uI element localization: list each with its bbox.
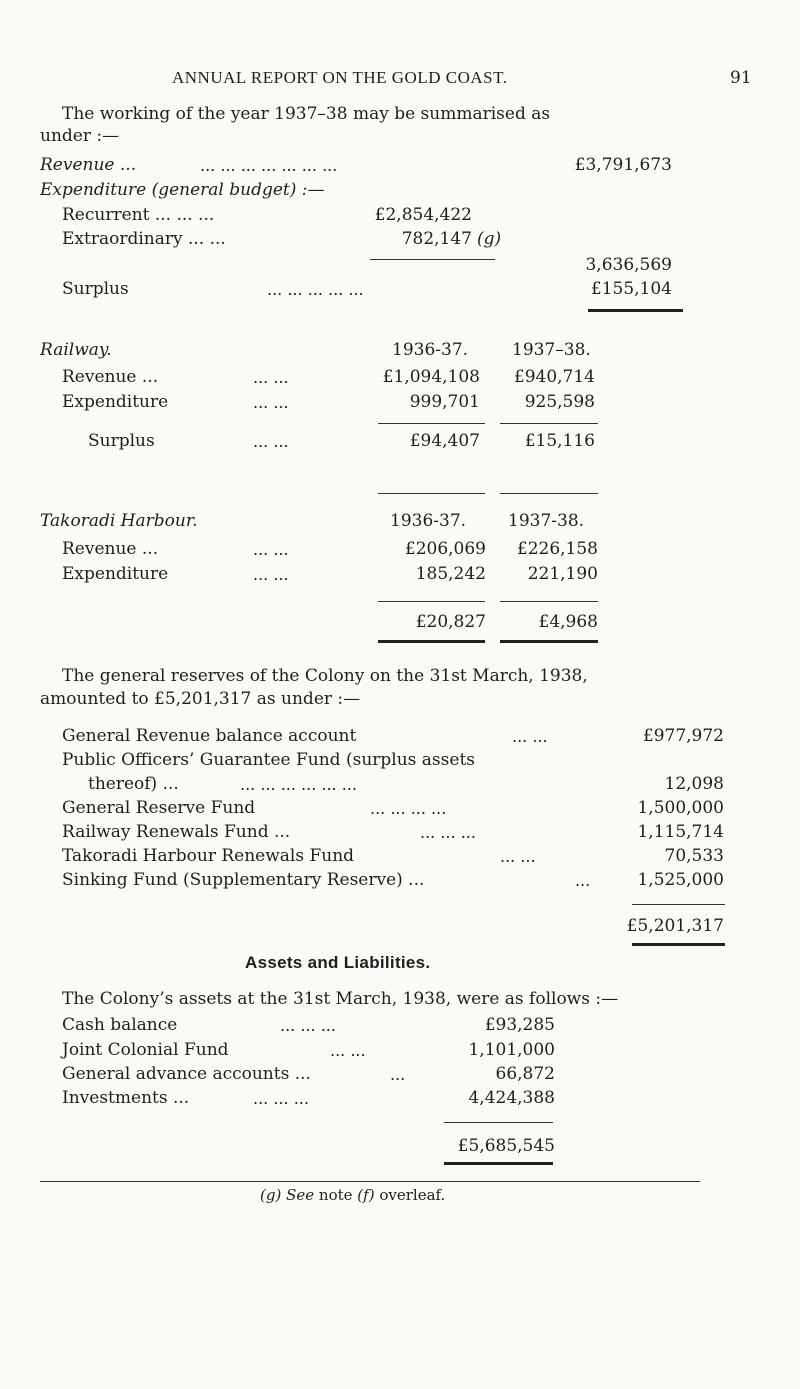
assets-heading: Assets and Liabilities. (245, 953, 431, 972)
asset-item-label: Cash balance (62, 1015, 178, 1035)
intro-line-2: under :— (40, 126, 120, 146)
asset-item-label: Joint Colonial Fund (62, 1040, 229, 1060)
railway-revenue-label: Revenue ... (62, 367, 159, 387)
reserve-item-value: 12,098 (664, 774, 724, 794)
footnote-mark: (g) (260, 1186, 282, 1204)
reserve-item-label: General Revenue balance account (62, 726, 357, 746)
takoradi-total-1937: £4,968 (538, 612, 598, 632)
reserve-item-label: Takoradi Harbour Renewals Fund (62, 846, 355, 866)
reserve-item-leader: ... ... (512, 727, 548, 746)
intro-line-1: The working of the year 1937–38 may be summarised as (62, 104, 551, 124)
asset-item-value: £93,285 (484, 1015, 555, 1035)
reserve-item-leader: ... ... ... ... ... ... (240, 775, 357, 794)
footnote-text: note (318, 1186, 353, 1204)
railway-surplus-leader: ... ... (253, 432, 289, 451)
summary-recurrent-label: Recurrent ... ... ... (62, 205, 215, 225)
reserve-item-label: Sinking Fund (Supplementary Reserve) ... (62, 870, 425, 890)
reserve-item-label: thereof) ... (88, 774, 179, 794)
assets-double-rule (444, 1162, 553, 1165)
railway-expenditure-1936: 999,701 (409, 392, 480, 412)
takoradi-revenue-1936: £206,069 (404, 539, 486, 559)
takoradi-rule-2 (500, 601, 598, 602)
takoradi-expenditure-label: Expenditure (62, 564, 169, 584)
reserves-double-rule (632, 943, 725, 946)
asset-item-value: 4,424,388 (468, 1088, 555, 1108)
reserves-line-1: The general reserves of the Colony on the 31st March, 1938, (62, 666, 588, 686)
summary-extraordinary-label: Extraordinary ... ... (62, 229, 226, 249)
reserve-item-leader: ... ... (500, 847, 536, 866)
railway-expenditure-label: Expenditure (62, 392, 169, 412)
takoradi-double-rule-1 (378, 640, 485, 643)
footnote-rule (40, 1181, 700, 1182)
page-number: 91 (730, 68, 752, 88)
asset-item-leader: ... ... ... (253, 1089, 309, 1108)
summary-extraordinary-value: 782,147 (401, 229, 472, 249)
railway-expenditure-1937: 925,598 (524, 392, 595, 412)
assets-intro: The Colony’s assets at the 31st March, 1938, were as follows :— (62, 989, 619, 1009)
summary-surplus-value: £155,104 (590, 279, 672, 299)
railway-year-1: 1936-37. (392, 340, 469, 360)
reserves-rule (632, 904, 725, 905)
reserve-item-label: Railway Renewals Fund ... (62, 822, 291, 842)
takoradi-revenue-label: Revenue ... (62, 539, 159, 559)
asset-item-leader: ... ... (330, 1041, 366, 1060)
reserve-item-value: 1,525,000 (637, 870, 724, 890)
reserve-item-value: £977,972 (642, 726, 724, 746)
railway-rule-1 (378, 423, 485, 424)
railway-rule-2 (500, 423, 598, 424)
summary-expenditure-label: Expenditure (general budget) :— (40, 180, 325, 200)
railway-surplus-1937: £15,116 (524, 431, 595, 451)
takoradi-total-1936: £20,827 (415, 612, 486, 632)
summary-surplus-leader: ... ... ... ... ... (267, 280, 364, 299)
footnote-ref: (f) (357, 1186, 375, 1204)
railway-expenditure-leader: ... ... (253, 393, 289, 412)
running-header: ANNUAL REPORT ON THE GOLD COAST. (172, 68, 508, 87)
reserve-item-value: 1,115,714 (637, 822, 724, 842)
takoradi-year-2: 1937-38. (508, 511, 585, 531)
railway-surplus-label: Surplus (88, 431, 155, 451)
takoradi-rule-1 (378, 601, 485, 602)
asset-item-label: General advance accounts ... (62, 1064, 311, 1084)
summary-recurrent-value: £2,854,422 (374, 205, 472, 225)
summary-revenue-leader: ... ... ... ... ... ... ... (200, 156, 338, 175)
reserves-total: £5,201,317 (626, 916, 724, 936)
reserve-item-label: Public Officers’ Guarantee Fund (surplus assets (62, 750, 475, 770)
reserve-item-leader: ... ... ... ... (370, 799, 447, 818)
takoradi-title: Takoradi Harbour. (40, 511, 198, 531)
footnote (260, 1186, 445, 1204)
railway-revenue-1936: £1,094,108 (382, 367, 480, 387)
assets-rule (444, 1122, 553, 1123)
takoradi-double-rule-2 (500, 640, 598, 643)
takoradi-revenue-leader: ... ... (253, 540, 289, 559)
assets-total: £5,685,545 (457, 1136, 555, 1156)
asset-item-leader: ... ... ... (280, 1016, 336, 1035)
takoradi-expenditure-1937: 221,190 (527, 564, 598, 584)
railway-bottom-rule-2 (500, 493, 598, 494)
summary-subtotal-rule (370, 259, 495, 260)
railway-title: Railway. (40, 340, 112, 360)
reserve-item-leader: ... (575, 871, 591, 890)
reserves-line-2: amounted to £5,201,317 as under :— (40, 689, 361, 709)
railway-year-2: 1937–38. (512, 340, 591, 360)
summary-revenue-value: £3,791,673 (574, 155, 672, 175)
footnote-see: See (286, 1186, 315, 1204)
summary-double-rule (588, 309, 683, 312)
reserve-item-label: General Reserve Fund (62, 798, 256, 818)
reserve-item-value: 1,500,000 (637, 798, 724, 818)
summary-extraordinary-note: (g) (477, 229, 502, 249)
takoradi-expenditure-leader: ... ... (253, 565, 289, 584)
railway-revenue-leader: ... ... (253, 368, 289, 387)
summary-revenue-label: Revenue ... (40, 155, 137, 175)
reserve-item-value: 70,533 (664, 846, 724, 866)
railway-revenue-1937: £940,714 (513, 367, 595, 387)
takoradi-year-1: 1936-37. (390, 511, 467, 531)
asset-item-value: 1,101,000 (468, 1040, 555, 1060)
summary-surplus-label: Surplus (62, 279, 129, 299)
takoradi-expenditure-1936: 185,242 (415, 564, 486, 584)
summary-expenditure-total: 3,636,569 (585, 255, 672, 275)
reserve-item-leader: ... ... ... (420, 823, 476, 842)
takoradi-revenue-1937: £226,158 (516, 539, 598, 559)
railway-bottom-rule-1 (378, 493, 485, 494)
asset-item-value: 66,872 (495, 1064, 555, 1084)
asset-item-leader: ... (390, 1065, 406, 1084)
asset-item-label: Investments ... (62, 1088, 190, 1108)
footnote-end: overleaf. (379, 1186, 446, 1204)
railway-surplus-1936: £94,407 (409, 431, 480, 451)
